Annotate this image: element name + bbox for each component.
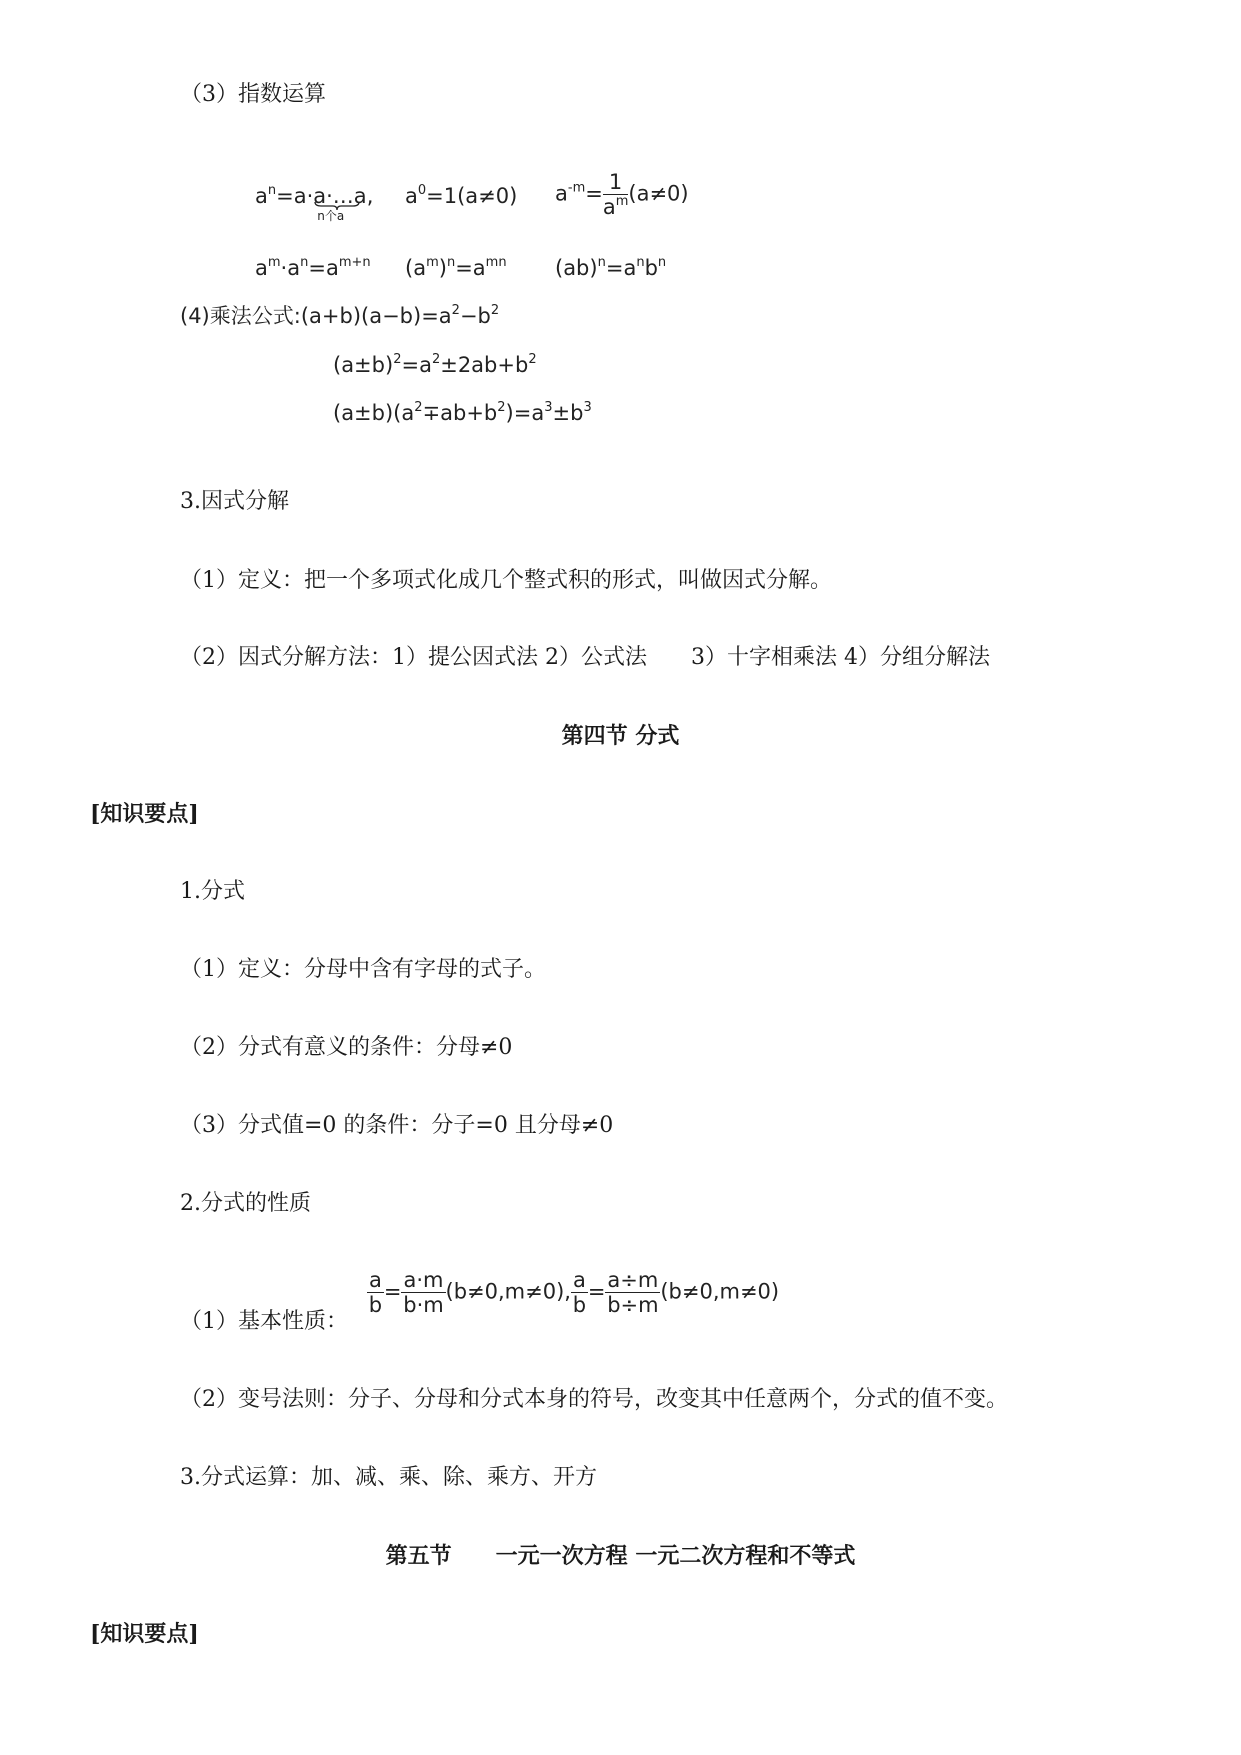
underbrace: a·…a n个a bbox=[313, 184, 367, 223]
section5-title: 第五节 一元一次方程 一元二次方程和不等式 bbox=[385, 1543, 856, 1569]
fraction: $\frac{a}{b}$ bbox=[368, 1268, 383, 1317]
fraction: $\frac{1}{a^m}$ bbox=[602, 170, 629, 219]
knowledge-points-label-2: [知识要点] bbox=[90, 1621, 199, 1647]
fraction-zero-condition: （3）分式值=0 的条件：分子=0 且分母≠0 bbox=[180, 1113, 614, 1138]
formula-power-definition: $a^n=a\cdot a\cdot\dots a$ n个a , bbox=[255, 183, 374, 223]
fraction-definition: （1）定义：分母中含有字母的式子。 bbox=[180, 957, 546, 982]
formula-sum-of-cubes: $(a\pm b)(a^2\mp ab+b^2)=a^3\pm b^3$ bbox=[333, 400, 592, 425]
formula-perfect-square: $(a\pm b)^2=a^2\pm 2ab+b^2$ bbox=[333, 352, 537, 377]
basic-property-label: （1）基本性质： bbox=[180, 1309, 348, 1334]
fraction-meaning-condition: （2）分式有意义的条件：分母≠0 bbox=[180, 1035, 513, 1060]
fraction-properties-heading: 2.分式的性质 bbox=[180, 1191, 311, 1216]
formula-zero-exponent: $a^0=1(a\ne 0)$ bbox=[405, 183, 518, 208]
fraction-operations: 3.分式运算：加、减、乘、除、乘方、开方 bbox=[180, 1465, 597, 1490]
formula-basic-property: $\frac{a}{b}$ = $\frac{a\cdot m}{b\cdot m}$ (b≠0,m≠0), $\frac{a}{b}$ = $\frac{a\div m}{b\div m}$ (b≠0,m≠0) bbox=[368, 1268, 780, 1317]
fraction: $\frac{a\div m}{b\div m}$ bbox=[607, 1268, 659, 1317]
section4-title: 第四节 分式 bbox=[561, 723, 680, 749]
factor-definition: （1）定义：把一个多项式化成几个整式积的形式，叫做因式分解。 bbox=[180, 568, 832, 593]
factor-heading: 3.因式分解 bbox=[180, 489, 289, 514]
formula-product-power: $(ab)^n=a^nb^n$ bbox=[555, 255, 667, 280]
formula-power-rule: $(a^m)^n=a^{mn}$ bbox=[405, 255, 507, 280]
exponent-heading: （3）指数运算 bbox=[180, 82, 326, 107]
factor-methods: （2）因式分解方法：1）提公因式法 2）公式法 3）十字相乘法 4）分组分解法 bbox=[180, 645, 990, 670]
fraction: $\frac{a\cdot m}{b\cdot m}$ bbox=[403, 1268, 444, 1317]
fraction: $\frac{a}{b}$ bbox=[572, 1268, 587, 1317]
sign-change-rule: （2）变号法则：分子、分母和分式本身的符号，改变其中任意两个，分式的值不变。 bbox=[180, 1387, 1008, 1412]
formula-negative-exponent: $a^{-m}=$ $\frac{1}{a^m}$ (a≠0) bbox=[555, 170, 689, 219]
formula-product-rule: $a^m\cdot a^n=a^{m+n}$ bbox=[255, 255, 371, 280]
fraction-heading: 1.分式 bbox=[180, 879, 245, 904]
formula-difference-of-squares: (4)乘法公式$:(a+b)(a-b)=a^2-b^2$ bbox=[180, 303, 500, 328]
knowledge-points-label: [知识要点] bbox=[90, 801, 199, 827]
